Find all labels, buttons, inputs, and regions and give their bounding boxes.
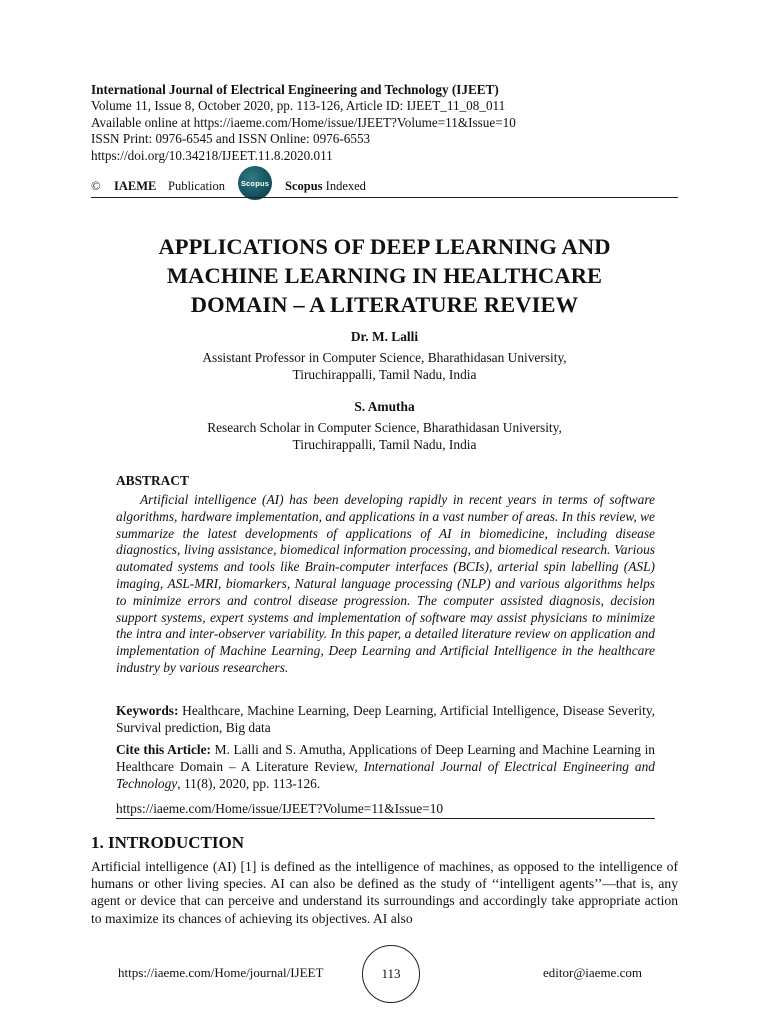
copyright-symbol: © [91,179,101,193]
footer-email[interactable]: editor@iaeme.com [543,965,642,980]
cite-article [116,741,655,793]
author-affiliation-1b: Tiruchirappalli, Tamil Nadu, India [292,367,477,382]
author-name-2: S. Amutha [354,399,415,414]
scopus-logo-icon [238,166,272,200]
cite-text-2: , 11(8), 2020, pp. 113-126. [177,776,321,792]
abstract-text: Artificial intelligence (AI) has been developing rapidly in recent years in terms of software algorithms, hardware implementation, and applications in a vast number of areas. In this review, we summarize the latest developments of applications of AI in biomedicine, including disease diagnostics, living assistance, biomedical information processing, and biomedical research. Various automated systems and tools like Brain-computer interfaces (BCIs), arterial spin labelling (ASL) imaging, ASL-MRI, biomarkers, Natural language processing (NLP) and various algorithms helps to minimize errors and control disease progression. The computer assisted diagnosis, decision support systems, expert systems and implementation of software may assist physicians to minimize the intra and inter-observer variability. In this paper, a detailed literature review on application and implementation of Machine Learning, Deep Learning and Artificial Intelligence in the healthcare industry by various researchers. [116,492,655,675]
abstract-heading: ABSTRACT [116,473,189,488]
doi-link: https://doi.org/10.34218/IJEET.11.8.2020.011 [91,147,333,163]
author-affiliation-1a: Assistant Professor in Computer Science, Bharathidasan University, [202,349,567,365]
indexed-label: Indexed [322,179,366,193]
author-affiliation-2b: Tiruchirappalli, Tamil Nadu, India [292,437,477,452]
publisher-name: IAEME [114,179,157,193]
issn-info: ISSN Print: 0976-6545 and ISSN Online: 0976-6553 [91,131,371,147]
intro-heading: 1. INTRODUCTION [91,833,245,852]
publication-label: Publication [168,179,225,193]
scopus-label: Scopus [285,179,323,193]
journal-name: International Journal of Electrical Engineering and Technology (IJEET) [91,82,499,97]
author-affiliation-2a: Research Scholar in Computer Science, Bharathidasan University, [207,419,562,435]
cite-url[interactable]: https://iaeme.com/Home/issue/IJEET?Volume=11&Issue=10 [116,801,444,816]
header-rule [91,197,678,198]
page-footer [0,944,768,1004]
scopus-indexed [285,179,366,194]
page-number: 113 [381,966,401,981]
title-line-1: APPLICATIONS OF DEEP LEARNING AND [158,234,611,259]
intro-text: Artificial intelligence (AI) [1] is defined as the intelligence of machines, as opposed to the intelligence of humans or other living species. AI can also be defined as the study of ‘‘intelligent agents’’—that is, any agent or device that can perceive and understand its surroundings and accordingly take appropriate action to maximize its chances of achieving its objectives. AI also [91,859,678,926]
volume-info: Volume 11, Issue 8, October 2020, pp. 113-126, Article ID: IJEET_11_08_011 [91,98,506,114]
keywords-label: Keywords: [116,703,179,718]
cite-label: Cite this Article: [116,742,212,757]
title-line-2: MACHINE LEARNING IN HEALTHCARE [166,263,603,288]
journal-header [91,82,681,164]
author-block-2 [91,398,678,454]
available-online: Available online at https://iaeme.com/Home/issue/IJEET?Volume=11&Issue=10 [91,114,516,130]
keywords-text: Healthcare, Machine Learning, Deep Learning, Artificial Intelligence, Disease Severity, Survival prediction, Big data [116,703,655,735]
page-number-circle [362,945,420,1003]
author-block-1 [91,328,678,384]
title-line-3: DOMAIN – A LITERATURE REVIEW [190,292,579,317]
footer-journal-url[interactable]: https://iaeme.com/Home/journal/IJEET [118,965,324,980]
cite-journal: International Journal of Electrical Engineering and Technology [116,759,656,792]
keywords [116,702,655,736]
cite-text-1: M. Lalli and S. Amutha, Applications of Deep Learning and Machine Learning in Healthcare Domain – A Literature Review, [116,742,655,775]
scopus-logo-text: Scopus [240,178,270,188]
abstract-rule [116,818,655,819]
publisher-row [91,172,681,200]
author-name-1: Dr. M. Lalli [350,329,419,344]
paper-title [91,232,678,319]
